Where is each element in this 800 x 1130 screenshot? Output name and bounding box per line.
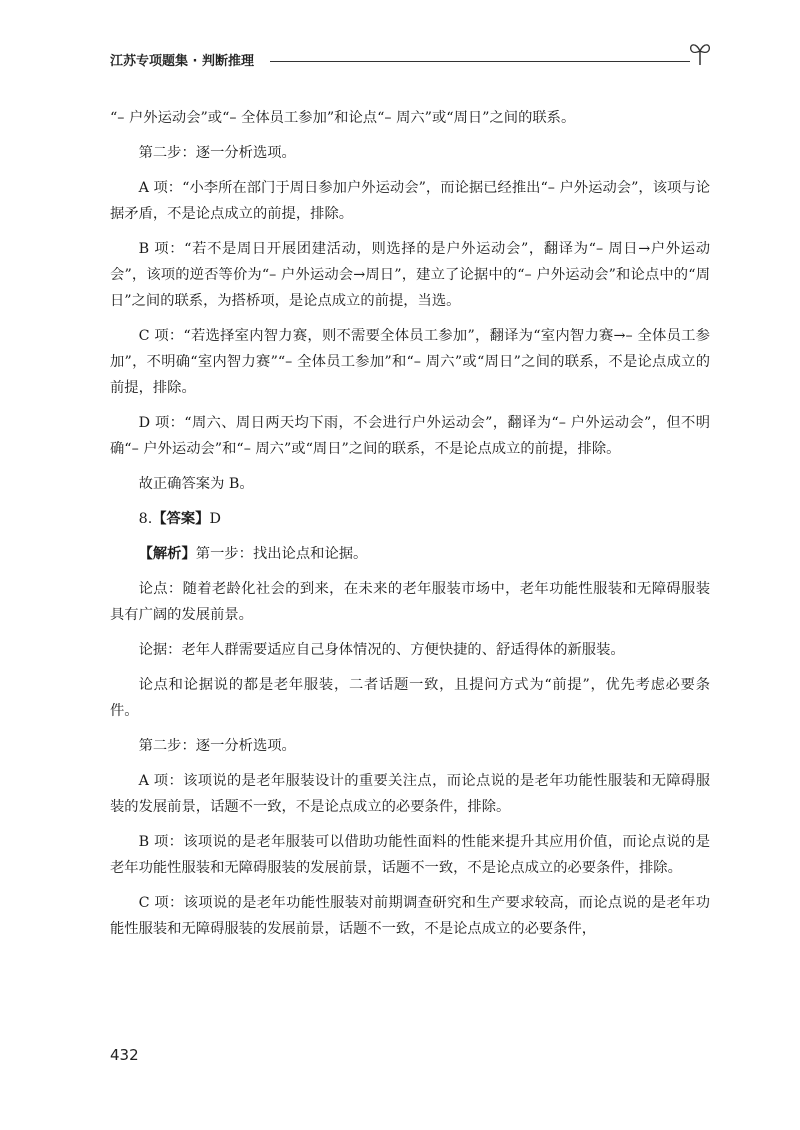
header-title: 江苏专项题集 · 判断推理: [110, 54, 254, 69]
question-8-answer: [110, 506, 710, 532]
paragraph: “– 户外运动会”或“– 全体员工参加”和论点“– 周六”或“周日”之间的联系。: [110, 110, 576, 126]
paragraph: A 项：“小李所在部门于周日参加户外运动会”，而论据已经推出“– 户外运动会”，该项与论据矛盾，不是论点成立的前提，排除。: [110, 180, 710, 222]
header-rule: [270, 61, 690, 62]
paragraph: 第二步：逐一分析选项。: [138, 738, 296, 754]
analysis-intro: 第一步：找出论点和论据。: [195, 546, 368, 562]
answer-tag: 【答案】: [152, 511, 210, 527]
question-8-analysis: [110, 541, 710, 567]
sprout-icon: [688, 40, 712, 66]
page-number: 432: [110, 1046, 139, 1064]
question-number: 8.: [138, 511, 153, 527]
paragraph: 故正确答案为 B。: [138, 476, 254, 492]
paragraph: A 项：该项说的是老年服装设计的重要关注点，而论点说的是老年功能性服装和无障碍服装的发展前景，话题不一致，不是论点成立的必要条件，排除。: [110, 773, 710, 815]
paragraph: 第二步：逐一分析选项。: [138, 145, 296, 161]
paragraph: C 项：该项说的是老年功能性服装对前期调查研究和生产要求较高，而论点说的是老年功能性服装和无障碍服装的发展前景，话题不一致，不是论点成立的必要条件，: [110, 895, 710, 937]
answer-value: D: [209, 511, 221, 527]
paragraph: B 项：该项说的是老年服装可以借助功能性面料的性能来提升其应用价值，而论点说的是老年功能性服装和无障碍服装的发展前景，话题不一致，不是论点成立的必要条件，排除。: [110, 834, 710, 876]
page-header: [110, 46, 710, 76]
paragraph: C 项：“若选择室内智力赛，则不需要全体员工参加”，翻译为“室内智力赛→– 全体员工参加”，不明确“室内智力赛”“– 全体员工参加”和“– 周六”或“周日”之间的联系，不是论点成立的前提，排除。: [110, 328, 710, 396]
paragraph: B 项：“若不是周日开展团建活动，则选择的是户外运动会”，翻译为“– 周日→户外运动会”，该项的逆否等价为“– 户外运动会→周日”，建立了论据中的“– 户外运动会”和论点中的“周日”之间的联系，为搭桥项，是论点成立的前提，当选。: [110, 241, 710, 309]
paragraph: 论点和论据说的都是老年服装，二者话题一致，且提问方式为“前提”，优先考虑必要条件。: [110, 677, 710, 719]
page-body: [110, 105, 710, 951]
paragraph: 论据：老年人群需要适应自己身体情况的、方便快捷的、舒适得体的新服装。: [138, 642, 625, 658]
paragraph: 论点：随着老龄化社会的到来，在未来的老年服装市场中，老年功能性服装和无障碍服装具有广阔的发展前景。: [110, 581, 710, 623]
analysis-tag: 【解析】: [138, 546, 196, 562]
paragraph: D 项：“周六、周日两天均下雨，不会进行户外运动会”，翻译为“– 户外运动会”，但不明确“– 户外运动会”和“– 周六”或“周日”之间的联系，不是论点成立的前提，排除。: [110, 415, 710, 457]
